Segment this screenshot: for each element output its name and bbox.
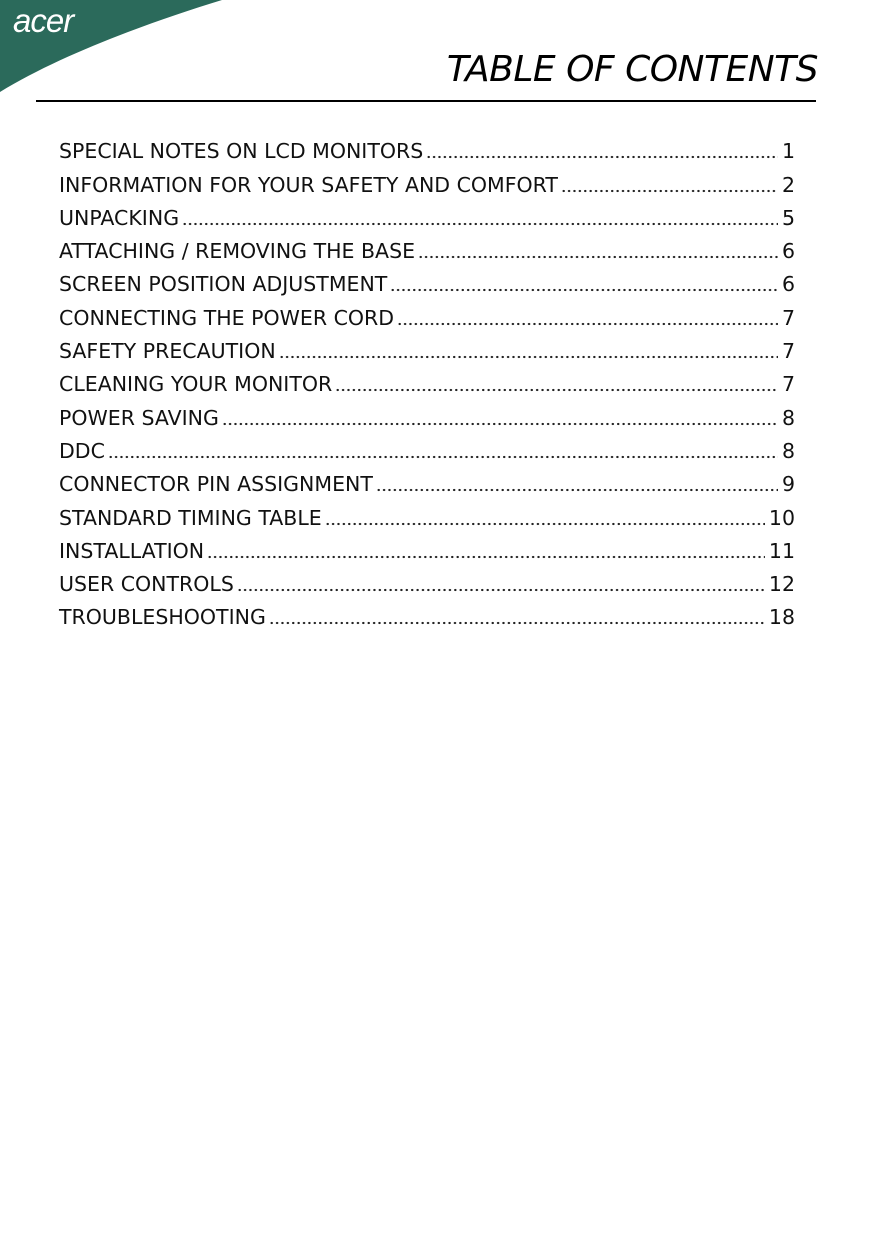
toc-entry-power-cord[interactable]	[59, 299, 795, 332]
toc-entry-title: SCREEN POSITION ADJUSTMENT	[59, 272, 388, 297]
toc-entry-page: 8	[781, 438, 795, 463]
dot-leader	[397, 322, 778, 326]
toc-entry-power-saving[interactable]	[59, 399, 795, 432]
toc-entry-page: 5	[781, 205, 795, 230]
toc-entry-safety-precaution[interactable]	[59, 333, 795, 366]
dot-leader	[426, 155, 778, 159]
acer-logo: acer	[13, 2, 74, 39]
toc-entry-title: CONNECTING THE POWER CORD	[59, 305, 395, 330]
toc-entry-screen-position[interactable]	[59, 266, 795, 299]
toc-entry-page: 2	[781, 172, 795, 197]
toc-entry-page: 18	[768, 605, 795, 630]
toc-entry-connector-pin[interactable]	[59, 466, 795, 499]
dot-leader	[390, 288, 778, 292]
dot-leader	[279, 355, 778, 359]
toc-entry-title: ATTACHING / REMOVING THE BASE	[59, 239, 416, 264]
dot-leader	[207, 555, 765, 559]
toc-entry-page: 9	[781, 472, 795, 497]
toc-entry-title: SAFETY PRECAUTION	[59, 339, 276, 364]
toc-entry-timing-table[interactable]	[59, 499, 795, 532]
toc-entry-page: 6	[781, 272, 795, 297]
toc-entry-page: 7	[781, 305, 795, 330]
dot-leader	[222, 422, 778, 426]
toc-entry-title: INFORMATION FOR YOUR SAFETY AND COMFORT	[59, 172, 558, 197]
dot-leader	[325, 522, 765, 526]
title-divider	[36, 100, 816, 102]
toc-entry-title: USER CONTROLS	[59, 572, 234, 597]
toc-entry-user-controls[interactable]	[59, 566, 795, 599]
dot-leader	[182, 222, 778, 226]
toc-entry-title: DDC	[59, 438, 105, 463]
toc-entry-troubleshooting[interactable]	[59, 599, 795, 632]
toc-entry-title: SPECIAL NOTES ON LCD MONITORS	[59, 139, 424, 164]
toc-entry-title: CLEANING YOUR MONITOR	[59, 372, 333, 397]
toc-entry-cleaning[interactable]	[59, 366, 795, 399]
toc-entry-title: UNPACKING	[59, 205, 180, 230]
page-title: TABLE OF CONTENTS	[446, 49, 818, 90]
toc-entry-page: 6	[781, 239, 795, 264]
toc-entry-page: 11	[768, 538, 795, 563]
toc-entry-page: 1	[781, 139, 795, 164]
toc-entry-page: 7	[781, 372, 795, 397]
toc-entry-special-notes[interactable]	[59, 133, 795, 166]
dot-leader	[376, 488, 778, 492]
dot-leader	[335, 388, 778, 392]
table-of-contents	[59, 133, 795, 632]
toc-entry-unpacking[interactable]	[59, 200, 795, 233]
dot-leader	[108, 455, 778, 459]
dot-leader	[269, 621, 765, 625]
toc-entry-attaching-base[interactable]	[59, 233, 795, 266]
toc-entry-page: 8	[781, 405, 795, 430]
dot-leader	[418, 255, 778, 259]
toc-entry-title: STANDARD TIMING TABLE	[59, 505, 322, 530]
toc-entry-page: 12	[768, 572, 795, 597]
toc-entry-installation[interactable]	[59, 533, 795, 566]
toc-entry-title: POWER SAVING	[59, 405, 219, 430]
toc-entry-title: INSTALLATION	[59, 538, 205, 563]
toc-entry-page: 10	[768, 505, 795, 530]
toc-entry-title: CONNECTOR PIN ASSIGNMENT	[59, 472, 373, 497]
corner-brand-band	[0, 0, 230, 100]
toc-entry-ddc[interactable]	[59, 433, 795, 466]
dot-leader	[561, 189, 778, 193]
toc-entry-safety-comfort[interactable]	[59, 166, 795, 199]
dot-leader	[237, 588, 765, 592]
toc-entry-title: TROUBLESHOOTING	[59, 605, 266, 630]
toc-entry-page: 7	[781, 339, 795, 364]
